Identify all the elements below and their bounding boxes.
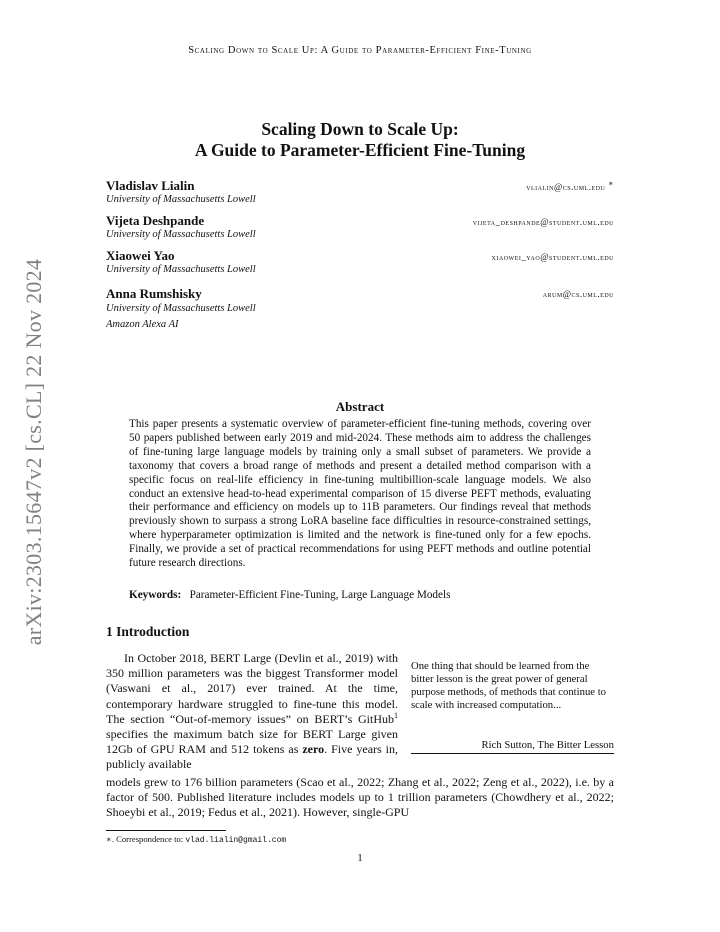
author-affiliation: University of Massachusetts Lowell <box>106 229 256 240</box>
author-name: Vijeta Deshpande <box>106 213 205 228</box>
intro-paragraph: In October 2018, BERT Large (Devlin et al., 2019) with 350 million parameters was the biggest Transformer model (Vaswani et al., 2017) ever trained. At the time, contemporary hardware struggled to fine-tune this model. The section “Out-of-memory issues” on BERT’s GitHub$^1$ specifies the maximum batch size for BERT Large given 12Gb of GPU RAM and 512 tokens as zero. Five years in, publicly available <box>106 651 398 772</box>
epigraph-rule <box>411 753 614 754</box>
author-affiliation: University of Massachusetts Lowell <box>106 194 256 205</box>
page-number: 1 <box>357 852 363 864</box>
author-email[interactable]: xiaowei_yao@student.uml.edu <box>491 252 614 262</box>
author-email[interactable]: vijeta_deshpande@student.uml.edu <box>472 217 614 227</box>
author-name: Anna Rumshisky <box>106 286 202 301</box>
epigraph-quote: One thing that should be learned from the bitter lesson is the great power of general purpose methods, of methods that continue to scale with increased computation... <box>411 660 607 712</box>
author-affiliation: Amazon Alexa AI <box>106 319 179 330</box>
epigraph-attribution: Rich Sutton, The Bitter Lesson <box>481 739 614 751</box>
footnote-email[interactable]: vlad.lialin@gmail.com <box>185 836 287 845</box>
author-name: Vladislav Lialin <box>106 178 195 193</box>
author-email[interactable]: vlialin@cs.uml.edu ∗ <box>526 179 614 192</box>
section-heading-introduction: 1 Introduction <box>106 624 190 639</box>
footnote: ∗. Correspondence to: vlad.lialin@gmail.com <box>106 834 287 845</box>
abstract-heading: Abstract <box>335 399 385 414</box>
paper-title-line2: A Guide to Parameter-Efficient Fine-Tuning <box>194 140 526 160</box>
keywords-text: Parameter-Efficient Fine-Tuning, Large Language Models <box>189 589 451 601</box>
keywords <box>129 589 591 601</box>
arxiv-identifier[interactable]: arXiv:2303.15647v2 [cs.CL] 22 Nov 2024 <box>21 258 46 646</box>
running-head: Scaling Down to Scale Up: A Guide to Parameter-Efficient Fine-Tuning <box>188 45 532 56</box>
author-email[interactable]: arum@cs.uml.edu <box>542 289 614 299</box>
author-affiliation: University of Massachusetts Lowell <box>106 264 256 275</box>
keywords-label: Keywords: <box>129 589 182 601</box>
intro-paragraph-continued: models grew to 176 billion parameters (Scao et al., 2022; Zhang et al., 2022; Zeng et al., 2022), i.e. by a factor of 500. Published literature includes models up to 1 trillion parameters (Chowdhery et al., 2022; Shoeybi et al., 2019; Fedus et al., 2021). However, single-GPU <box>106 775 614 820</box>
footnote-rule <box>106 830 226 831</box>
footnote-ref[interactable]: 1 <box>394 710 398 720</box>
bold-emphasis: zero <box>302 742 325 757</box>
paper-title-line1: Scaling Down to Scale Up: <box>261 119 459 139</box>
email-footnote-mark: ∗ <box>608 179 614 188</box>
author-affiliation: University of Massachusetts Lowell <box>106 303 256 314</box>
author-name: Xiaowei Yao <box>106 248 175 263</box>
abstract-body: This paper presents a systematic overview of parameter-efficient fine-tuning methods, covering over 50 papers published between early 2019 and mid-2024. These methods aim to address the challenges of fine-tuning large language models by training only a small subset of parameters. We provide a taxonomy that covers a broad range of methods and present a detailed method comparison with a specific focus on real-life efficiency in fine-tuning multibillion-scale language models. We also conduct an extensive head-to-head experimental comparison of 15 diverse PEFT methods, evaluating their performance and efficiency on models up to 11B parameters. Our findings reveal that methods previously shown to surpass a strong LoRA baseline face difficulties in resource-constrained settings, where hyperparameter optimization is limited and the network is fine-tuned only for a few epochs. Finally, we provide a set of practical recommendations for using PEFT methods and outline potential future research directions. <box>129 418 591 570</box>
